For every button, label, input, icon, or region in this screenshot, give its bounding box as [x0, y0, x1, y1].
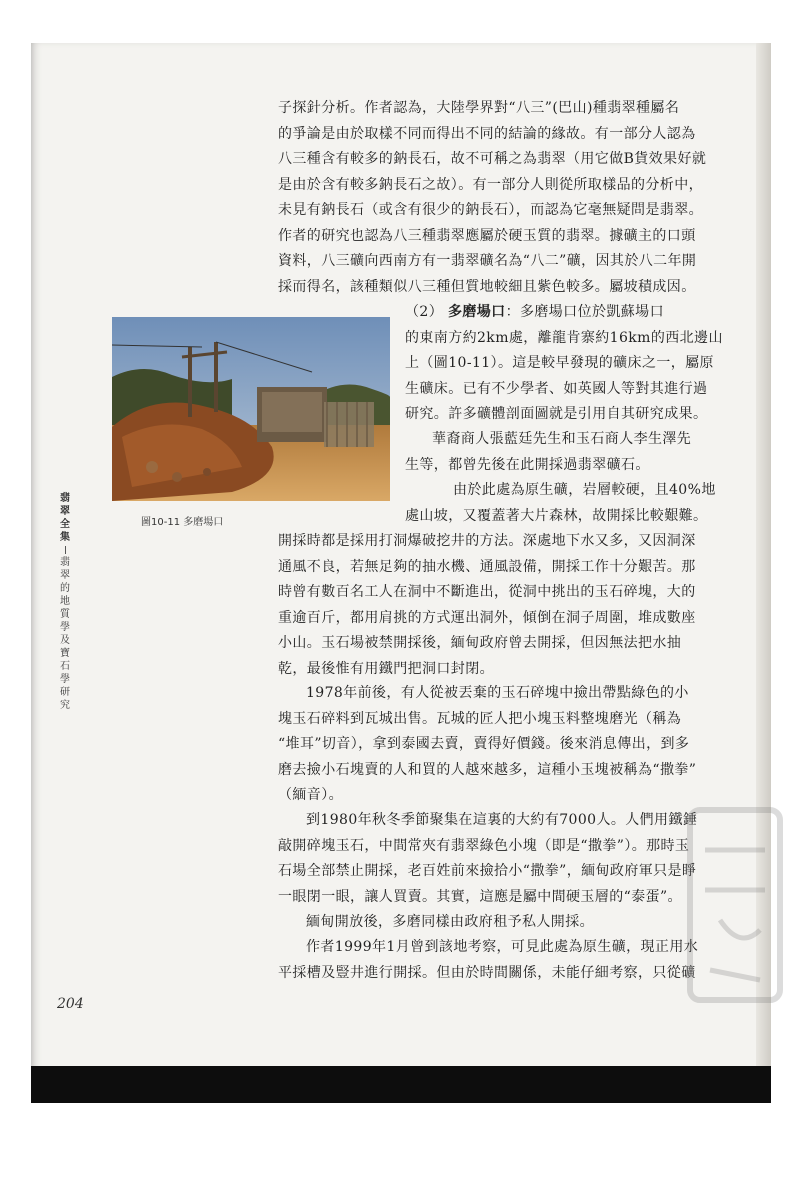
text-line: 一眼閉一眼，讓人買賣。其實，這應是屬中間硬玉層的“泰蛋”。	[278, 888, 682, 905]
paragraph-3	[405, 427, 730, 478]
subtitle-char: 學	[60, 622, 70, 633]
text-line: 生礦床。已有不少學者、如英國人等對其進行過	[405, 380, 708, 397]
running-head-title	[57, 492, 73, 544]
paragraph-1	[278, 96, 728, 300]
text-line: （緬音）。	[278, 787, 343, 803]
text-line: 由於此處為原生礦，岩層較硬，且40%地	[453, 482, 716, 498]
text-line: 採而得名，該種類似八三種但質地較細且紫色較多。屬坡積成因。	[278, 278, 696, 295]
text-line: 上（圖10-11）。這是較早發現的礦床之一，屬原	[405, 355, 714, 371]
subtitle-char: 質	[60, 609, 70, 620]
title-char: 翡	[60, 493, 70, 504]
heading-number: （2）	[405, 304, 444, 320]
section-heading-line	[405, 300, 730, 326]
subtitle-char: 及	[60, 635, 70, 646]
text-line: 緬甸開放後，多磨同樣由政府租予私人開採。	[306, 914, 594, 930]
mine-photo-drawing	[112, 317, 390, 501]
text-line: 生等，都曾先後在此開採過翡翠礦石。	[405, 456, 650, 473]
running-head-divider	[65, 546, 66, 554]
text-line: 子探針分析。作者認為，大陸學界對“八三”(巴山)種翡翠種屬名	[278, 100, 680, 116]
subtitle-char: 研	[60, 687, 70, 698]
text-line: 華裔商人張藍廷先生和玉石商人李生澤先	[432, 431, 692, 447]
text-line: ：多磨場口位於凱蘇場口	[505, 304, 664, 320]
subtitle-char: 地	[60, 596, 70, 607]
subtitle-char: 翠	[60, 570, 70, 581]
title-char: 全	[60, 519, 70, 530]
subtitle-char: 究	[60, 700, 70, 711]
text-line: “堆耳”切音），拿到泰國去賣，賣得好價錢。後來消息傳出，到多	[278, 736, 690, 752]
subtitle-char: 學	[60, 674, 70, 685]
figure-caption: 圖10-11 多磨場口	[141, 517, 224, 528]
text-line: 作者的研究也認為八三種翡翠應屬於硬玉質的翡翠。據礦主的口頭	[278, 227, 696, 244]
text-line: 的爭論是由於取樣不同而得出不同的結論的緣故。有一部分人認為	[278, 125, 696, 142]
subtitle-char: 寶	[60, 648, 70, 659]
text-line: 開採時都是採用打洞爆破挖井的方法。深處地下水又多，又因洞深	[278, 533, 696, 549]
text-line: 平採槽及豎井進行開採。但由於時間關係，未能仔細考察，只從礦	[278, 964, 696, 981]
text-line: 時曾有數百名工人在洞中不斷進出，從洞中挑出的玉石碎塊，大的	[278, 584, 696, 600]
subtitle-char: 的	[60, 583, 70, 594]
text-line: 小山。玉石場被禁開採後，緬甸政府曾去開採，但因無法把水抽	[278, 635, 682, 651]
text-line: 乾，最後惟有用鐵門把洞口封閉。	[278, 660, 494, 677]
running-head	[57, 492, 73, 712]
text-line: 1978年前後，有人從被丟棄的玉石碎塊中撿出帶點綠色的小	[306, 685, 689, 701]
text-line: 八三種含有較多的鈉長石，故不可稱之為翡翠（用它做B貨效果好就	[278, 151, 707, 167]
section-heading: 多磨場口	[447, 304, 506, 320]
title-char: 翠	[60, 506, 70, 517]
paragraph-4	[278, 478, 730, 682]
text-line: 通風不良，若無足夠的抽水機、通風設備，開採工作十分艱苦。那	[278, 558, 696, 575]
text-line: 到1980年秋冬季節聚集在這裏的大約有7000人。人們用鐵錘	[306, 812, 698, 828]
text-line: 重逾百斤，都用肩挑的方式運出洞外，傾倒在洞子周圍，堆成數座	[278, 609, 696, 626]
text-line: 石場全部禁止開採，老百姓前來撿拾小“撒拳”，緬甸政府軍只是睜	[278, 863, 697, 879]
text-line: 的東南方約2km處，離龍肯寨約16km的西北邊山	[405, 329, 723, 346]
seal-watermark	[660, 790, 790, 1020]
text-line: 作者1999年1月曾到該地考察，可見此處為原生礦，現正用水	[306, 939, 699, 955]
text-line: 未見有鈉長石（或含有很少的鈉長石），而認為它毫無疑問是翡翠。	[278, 202, 703, 218]
text-line: 磨去撿小石塊賣的人和買的人越來越多，這種小玉塊被稱為“撒拳”	[278, 761, 697, 778]
title-char: 集	[60, 532, 70, 543]
text-line: 處山坡，又覆蓋著大片森林，故開採比較艱難。	[405, 507, 708, 524]
text-line: 是由於含有較多鈉長石之故）。有一部分人則從所取樣品的分析中，	[278, 176, 703, 193]
scan-bottom-band	[31, 1066, 771, 1103]
running-head-subtitle	[57, 556, 73, 712]
page-number: 204	[57, 996, 84, 1012]
paragraph-2	[405, 300, 730, 428]
subtitle-char: 翡	[60, 557, 70, 568]
text-line: 敲開碎塊玉石，中間常夾有翡翠綠色小塊（即是“撒拳”）。那時玉	[278, 837, 690, 854]
text-line: 資料，八三礦向西南方有一翡翠礦名為“八二”礦，因其於八二年開	[278, 253, 697, 269]
mine-photo	[112, 317, 390, 501]
text-line: 研究。許多礦體剖面圖就是引用自其研究成果。	[405, 406, 708, 422]
text-line: 塊玉石碎料到瓦城出售。瓦城的匠人把小塊玉料整塊磨光（稱為	[278, 710, 682, 727]
subtitle-char: 石	[60, 661, 70, 672]
